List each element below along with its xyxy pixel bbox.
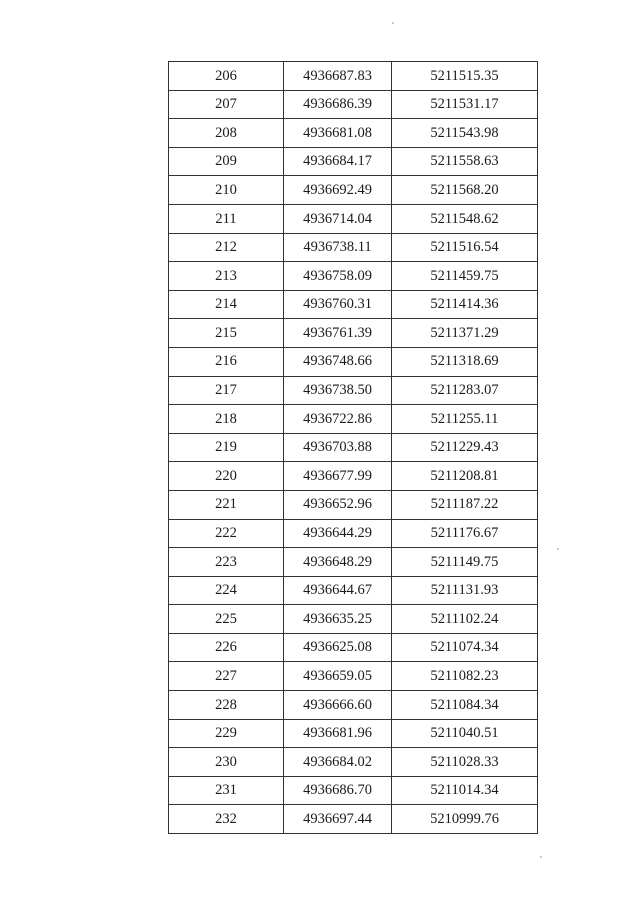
y-coordinate-cell: 5211229.43 <box>392 433 538 462</box>
y-coordinate-cell: 5211084.34 <box>392 691 538 720</box>
point-number-cell: 223 <box>169 548 284 577</box>
table-row <box>169 290 538 319</box>
y-coordinate-cell: 5211149.75 <box>392 548 538 577</box>
table-row <box>169 719 538 748</box>
y-coordinate-cell: 5211568.20 <box>392 176 538 205</box>
y-coordinate-cell: 5211040.51 <box>392 719 538 748</box>
point-number-cell: 229 <box>169 719 284 748</box>
x-coordinate-cell: 4936648.29 <box>284 548 392 577</box>
y-coordinate-cell: 5211531.17 <box>392 90 538 119</box>
point-number-cell: 220 <box>169 462 284 491</box>
x-coordinate-cell: 4936652.96 <box>284 490 392 519</box>
table-row <box>169 233 538 262</box>
y-coordinate-cell: 5211028.33 <box>392 748 538 777</box>
x-coordinate-cell: 4936659.05 <box>284 662 392 691</box>
x-coordinate-cell: 4936738.50 <box>284 376 392 405</box>
x-coordinate-cell: 4936692.49 <box>284 176 392 205</box>
y-coordinate-cell: 5211516.54 <box>392 233 538 262</box>
table-row <box>169 605 538 634</box>
y-coordinate-cell: 5211074.34 <box>392 633 538 662</box>
y-coordinate-cell: 5211102.24 <box>392 605 538 634</box>
table-row <box>169 204 538 233</box>
table-row <box>169 519 538 548</box>
coordinate-table-body <box>169 62 538 834</box>
table-row <box>169 319 538 348</box>
table-row <box>169 548 538 577</box>
point-number-cell: 227 <box>169 662 284 691</box>
y-coordinate-cell: 5211131.93 <box>392 576 538 605</box>
table-row <box>169 776 538 805</box>
point-number-cell: 208 <box>169 119 284 148</box>
x-coordinate-cell: 4936684.02 <box>284 748 392 777</box>
scan-speck <box>540 856 542 858</box>
point-number-cell: 217 <box>169 376 284 405</box>
table-row <box>169 119 538 148</box>
point-number-cell: 214 <box>169 290 284 319</box>
y-coordinate-cell: 5211082.23 <box>392 662 538 691</box>
x-coordinate-cell: 4936697.44 <box>284 805 392 834</box>
point-number-cell: 230 <box>169 748 284 777</box>
x-coordinate-cell: 4936681.96 <box>284 719 392 748</box>
x-coordinate-cell: 4936738.11 <box>284 233 392 262</box>
point-number-cell: 207 <box>169 90 284 119</box>
x-coordinate-cell: 4936684.17 <box>284 147 392 176</box>
table-row <box>169 433 538 462</box>
y-coordinate-cell: 5211558.63 <box>392 147 538 176</box>
x-coordinate-cell: 4936625.08 <box>284 633 392 662</box>
point-number-cell: 219 <box>169 433 284 462</box>
table-row <box>169 90 538 119</box>
x-coordinate-cell: 4936644.67 <box>284 576 392 605</box>
point-number-cell: 231 <box>169 776 284 805</box>
x-coordinate-cell: 4936681.08 <box>284 119 392 148</box>
table-row <box>169 147 538 176</box>
table-row <box>169 462 538 491</box>
point-number-cell: 206 <box>169 62 284 91</box>
y-coordinate-cell: 5211014.34 <box>392 776 538 805</box>
y-coordinate-cell: 5211283.07 <box>392 376 538 405</box>
table-row <box>169 662 538 691</box>
y-coordinate-cell: 5211255.11 <box>392 405 538 434</box>
table-row <box>169 262 538 291</box>
x-coordinate-cell: 4936722.86 <box>284 405 392 434</box>
coordinate-table <box>168 61 538 834</box>
point-number-cell: 213 <box>169 262 284 291</box>
point-number-cell: 232 <box>169 805 284 834</box>
point-number-cell: 215 <box>169 319 284 348</box>
table-row <box>169 347 538 376</box>
point-number-cell: 221 <box>169 490 284 519</box>
x-coordinate-cell: 4936635.25 <box>284 605 392 634</box>
point-number-cell: 222 <box>169 519 284 548</box>
table-row <box>169 405 538 434</box>
x-coordinate-cell: 4936687.83 <box>284 62 392 91</box>
point-number-cell: 212 <box>169 233 284 262</box>
y-coordinate-cell: 5211548.62 <box>392 204 538 233</box>
y-coordinate-cell: 5211371.29 <box>392 319 538 348</box>
y-coordinate-cell: 5211318.69 <box>392 347 538 376</box>
y-coordinate-cell: 5210999.76 <box>392 805 538 834</box>
x-coordinate-cell: 4936666.60 <box>284 691 392 720</box>
table-row <box>169 691 538 720</box>
y-coordinate-cell: 5211414.36 <box>392 290 538 319</box>
y-coordinate-cell: 5211208.81 <box>392 462 538 491</box>
x-coordinate-cell: 4936760.31 <box>284 290 392 319</box>
table-row <box>169 805 538 834</box>
y-coordinate-cell: 5211543.98 <box>392 119 538 148</box>
x-coordinate-cell: 4936677.99 <box>284 462 392 491</box>
point-number-cell: 216 <box>169 347 284 376</box>
y-coordinate-cell: 5211459.75 <box>392 262 538 291</box>
table-row <box>169 576 538 605</box>
scan-speck <box>557 548 559 550</box>
table-row <box>169 176 538 205</box>
point-number-cell: 225 <box>169 605 284 634</box>
x-coordinate-cell: 4936686.39 <box>284 90 392 119</box>
x-coordinate-cell: 4936703.88 <box>284 433 392 462</box>
table-row <box>169 490 538 519</box>
x-coordinate-cell: 4936714.04 <box>284 204 392 233</box>
table-row <box>169 62 538 91</box>
y-coordinate-cell: 5211515.35 <box>392 62 538 91</box>
x-coordinate-cell: 4936758.09 <box>284 262 392 291</box>
point-number-cell: 228 <box>169 691 284 720</box>
point-number-cell: 209 <box>169 147 284 176</box>
x-coordinate-cell: 4936748.66 <box>284 347 392 376</box>
table-row <box>169 748 538 777</box>
point-number-cell: 210 <box>169 176 284 205</box>
x-coordinate-cell: 4936644.29 <box>284 519 392 548</box>
x-coordinate-cell: 4936761.39 <box>284 319 392 348</box>
x-coordinate-cell: 4936686.70 <box>284 776 392 805</box>
point-number-cell: 218 <box>169 405 284 434</box>
point-number-cell: 211 <box>169 204 284 233</box>
point-number-cell: 226 <box>169 633 284 662</box>
scan-speck <box>392 22 394 24</box>
table-row <box>169 376 538 405</box>
y-coordinate-cell: 5211187.22 <box>392 490 538 519</box>
point-number-cell: 224 <box>169 576 284 605</box>
y-coordinate-cell: 5211176.67 <box>392 519 538 548</box>
table-row <box>169 633 538 662</box>
